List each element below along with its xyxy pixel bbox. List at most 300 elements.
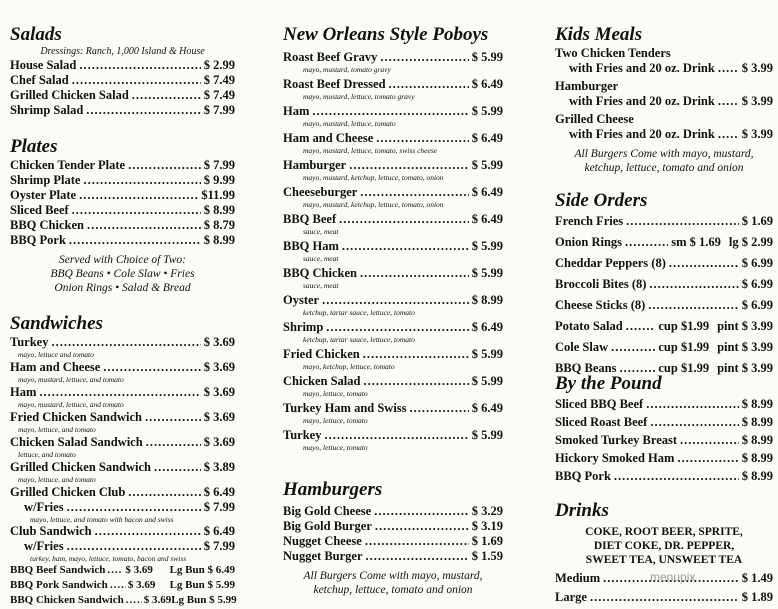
item-price: $ 3.69	[203, 435, 235, 449]
menu-item	[283, 158, 503, 182]
leader-dots	[677, 451, 738, 466]
item-row	[10, 73, 235, 88]
item-price: $ 6.49	[471, 131, 503, 145]
item-price: $ 8.99	[741, 433, 773, 447]
item-row	[283, 320, 503, 335]
menu-item	[10, 203, 235, 218]
side-orders-section	[555, 190, 773, 382]
bbq-sandwich-row	[10, 593, 235, 608]
item-row	[283, 104, 503, 119]
leader-dots	[365, 534, 469, 549]
item-name: Cole Slaw	[555, 340, 609, 354]
menu-item	[10, 88, 235, 103]
leader-dots	[376, 131, 468, 146]
item-name: BBQ Ham	[283, 239, 339, 253]
item-name: Potato Salad	[555, 319, 623, 333]
item-price: $ 5.99	[471, 428, 503, 442]
item-name: Hamburger	[283, 158, 347, 172]
item-price: $ 7.49	[203, 88, 235, 102]
item-price: $ 7.99	[203, 158, 235, 172]
drinks-section	[555, 500, 773, 609]
item-row	[10, 218, 235, 233]
item-small-price: sm $ 1.69	[671, 235, 721, 249]
item-name: Roast Beef Gravy	[283, 50, 378, 64]
section-title: Hamburgers	[283, 479, 383, 500]
item-description: mayo, lettuce, tomato	[303, 443, 368, 452]
note-line: Onion Rings • Salad & Bread	[54, 282, 191, 294]
fries-price: $ 7.99	[203, 539, 235, 553]
item-row	[10, 103, 235, 118]
item-name: Sliced Roast Beef	[555, 415, 648, 429]
item-row	[283, 374, 503, 389]
menu-item	[283, 293, 503, 317]
item-row	[10, 524, 235, 539]
item-description: ketchup, tartar sauce, lettuce, tomato	[303, 308, 415, 317]
leader-dots	[590, 590, 739, 605]
item-name: BBQ Chicken	[10, 218, 84, 232]
leader-dots	[410, 401, 469, 416]
item-price: $ 8.99	[203, 203, 235, 217]
leader-dots	[51, 335, 200, 350]
item-price: $ 8.79	[203, 218, 235, 232]
item-description: mayo, mustard, lettuce, tomato, swiss cheese	[303, 146, 438, 155]
item-row	[10, 158, 235, 173]
bbq-sandwich-row	[10, 563, 235, 578]
leader-dots	[650, 415, 738, 430]
hamburgers-section	[283, 479, 503, 597]
menu-item	[10, 460, 235, 484]
item-price: $ 1.69	[741, 214, 773, 228]
plates-section	[10, 136, 235, 295]
hamburgers-list	[283, 504, 503, 564]
item-name: Nugget Cheese	[283, 534, 362, 548]
leader-dots	[86, 103, 200, 118]
item-row	[10, 58, 235, 73]
item-name: Medium	[555, 571, 601, 585]
leader-dots	[649, 277, 738, 292]
menu-item	[283, 212, 503, 236]
item-description: mayo, mustard, ketchup, lettuce, tomato, onion	[303, 200, 444, 209]
fries-label: w/Fries	[24, 539, 64, 553]
item-name: Ham	[283, 104, 310, 118]
leader-dots	[72, 73, 201, 88]
item-row	[555, 94, 773, 109]
item-row	[10, 539, 235, 554]
item-description: sauce, meat	[303, 227, 339, 236]
item-row	[555, 127, 773, 142]
dressing-note: Dressings: Ranch, 1,000 Island & House	[40, 46, 205, 57]
item-name: BBQ Beef	[283, 212, 337, 226]
section-title: Kids Meals	[555, 24, 643, 45]
menu-item	[10, 360, 235, 384]
leader-dots	[132, 88, 201, 103]
item-name: BBQ Beans	[555, 361, 617, 375]
item-description: mayo, lettuce, and tomato	[18, 425, 96, 434]
item-name: BBQ Pork	[10, 233, 66, 247]
item-price: $ 8.99	[741, 451, 773, 465]
item-row	[10, 203, 235, 218]
leader-dots	[718, 127, 739, 142]
item-description: mayo, lettuce, and tomato with bacon and swiss	[30, 515, 174, 524]
item-price: $ 3.99	[741, 94, 773, 108]
drinks-line: DIET COKE, DR. PEPPER,	[593, 540, 735, 552]
item-row	[283, 212, 503, 227]
menu-item	[10, 485, 235, 524]
leader-dots	[680, 433, 739, 448]
item-row	[10, 460, 235, 475]
menu-item	[10, 410, 235, 434]
item-row	[10, 233, 235, 248]
leader-dots	[79, 188, 198, 203]
leader-dots	[360, 185, 468, 200]
section-title: Side Orders	[555, 190, 648, 211]
item-name: House Salad	[10, 58, 77, 72]
item-price: pint $ 3.99	[717, 319, 773, 333]
item-name: Roast Beef Dressed	[283, 77, 386, 91]
item-price: $ 7.99	[203, 103, 235, 117]
leader-dots	[39, 385, 200, 400]
item-price: $ 5.99	[471, 239, 503, 253]
item-price: $ 8.99	[741, 397, 773, 411]
item-row	[555, 469, 773, 484]
leader-dots	[380, 50, 468, 65]
leader-dots	[614, 469, 739, 484]
item-name: Chicken Salad	[283, 374, 361, 388]
kids-meal-item	[555, 46, 773, 76]
item-price: $ 9.99	[203, 173, 235, 187]
leader-dots	[718, 94, 739, 109]
item-name: Sliced Beef	[10, 203, 69, 217]
item-name: Smoked Turkey Breast	[555, 433, 678, 447]
item-description: ketchup, tartar sauce, lettuce, tomato	[303, 335, 415, 344]
item-name: Grilled Chicken Club	[10, 485, 126, 499]
hamburgers-note	[283, 569, 503, 597]
fries-price: $ 7.99	[203, 500, 235, 514]
item-row	[10, 188, 235, 203]
note-line: All Burgers Come with mayo, mustard,	[574, 148, 754, 160]
item-detail: with Fries and 20 oz. Drink	[569, 127, 715, 141]
kids-meal-item	[555, 79, 773, 109]
item-row	[555, 61, 773, 76]
menu-item	[10, 73, 235, 88]
menu-item	[555, 590, 773, 605]
item-price: $ 6.49	[203, 524, 235, 538]
item-price: $ 6.49	[471, 401, 503, 415]
item-name: BBQ Pork	[555, 469, 611, 483]
item-name: Two Chicken Tenders	[555, 46, 671, 60]
note-line: ketchup, lettuce, tomato and onion	[313, 584, 473, 596]
item-price: $ 1.49	[741, 571, 773, 585]
item-price: $ 5.99	[471, 374, 503, 388]
menu-item	[555, 397, 773, 412]
item-row	[283, 504, 503, 519]
item-name: Grilled Chicken Sandwich	[10, 460, 151, 474]
item-price: $ 6.99	[741, 277, 773, 291]
leader-dots	[375, 519, 469, 534]
leader-dots	[107, 563, 123, 578]
item-row	[555, 397, 773, 412]
item-name: Grilled Cheese	[555, 112, 634, 126]
item-row	[283, 347, 503, 362]
item-price: $ 3.29	[471, 504, 503, 518]
item-name: Turkey Ham and Swiss	[283, 401, 407, 415]
leader-dots	[87, 218, 201, 233]
item-row	[555, 590, 773, 605]
leader-dots	[154, 460, 201, 475]
item-price: $ 6.99	[741, 298, 773, 312]
leader-dots	[126, 593, 142, 608]
item-name: Nugget Burger	[283, 549, 363, 563]
menu-item	[10, 188, 235, 203]
item-row	[283, 239, 503, 254]
item-name: BBQ Beef Sandwich	[10, 564, 106, 576]
item-name: Big Gold Cheese	[283, 504, 372, 518]
side-order-row	[555, 235, 773, 250]
item-price: $ 5.99	[471, 266, 503, 280]
item-row	[10, 410, 235, 425]
leader-dots	[349, 158, 469, 173]
item-price: pint $ 3.99	[717, 340, 773, 354]
item-small-price: cup $1.99	[658, 319, 710, 333]
item-price: $ 8.99	[471, 293, 503, 307]
menu-item	[10, 335, 235, 359]
item-row	[555, 433, 773, 448]
note-line: BBQ Beans • Cole Slaw • Fries	[50, 268, 195, 280]
item-row	[283, 50, 503, 65]
item-description: mayo, mustard, tomato gravy	[303, 65, 391, 74]
item-name: Big Gold Burger	[283, 519, 372, 533]
item-price: $11.99	[201, 188, 235, 202]
item-row	[10, 485, 235, 500]
item-price: $ 6.49	[203, 485, 235, 499]
item-name: French Fries	[555, 214, 624, 228]
menu-item	[283, 77, 503, 101]
item-row	[283, 293, 503, 308]
leader-dots	[95, 524, 201, 539]
item-name: Chicken Tender Plate	[10, 158, 126, 172]
item-row	[283, 519, 503, 534]
leader-dots	[322, 293, 469, 308]
leader-dots	[366, 549, 469, 564]
leader-dots	[646, 397, 739, 412]
leader-dots	[718, 61, 739, 76]
leader-dots	[67, 500, 201, 515]
item-price: $ 3.69	[203, 410, 235, 424]
large-bun-price: Lg Bun $ 6.49	[169, 564, 235, 576]
item-description: mayo, lettuce, tomato	[303, 416, 368, 425]
menu-item	[283, 239, 503, 263]
item-price: $ 6.49	[471, 212, 503, 226]
leader-dots	[360, 266, 469, 281]
item-price: $ 2.99	[203, 58, 235, 72]
item-price: pint $ 3.99	[717, 361, 773, 375]
item-name: Onion Rings	[555, 235, 623, 249]
item-price: $ 3.89	[203, 460, 235, 474]
item-detail: with Fries and 20 oz. Drink	[569, 61, 715, 75]
menu-item	[10, 233, 235, 248]
watermark: menupix	[650, 570, 696, 584]
item-row	[10, 360, 235, 375]
item-price: $ 6.49	[471, 77, 503, 91]
item-small-price: cup $1.99	[658, 340, 710, 354]
section-title: Sandwiches	[10, 313, 103, 334]
item-name: Shrimp	[283, 320, 324, 334]
menu-item	[10, 385, 235, 409]
kids-note	[555, 147, 773, 175]
leader-dots	[103, 360, 200, 375]
item-name: Shrimp Salad	[10, 103, 84, 117]
item-name: Chef Salad	[10, 73, 69, 87]
leader-dots	[389, 77, 469, 92]
item-description: mayo, mustard, ketchup, lettuce, tomato, onion	[303, 173, 444, 182]
item-row	[10, 435, 235, 450]
menu-item	[10, 173, 235, 188]
item-price: $ 3.99	[741, 127, 773, 141]
item-name: Cheeseburger	[283, 185, 358, 199]
item-description: sauce, meat	[303, 281, 339, 290]
side-order-row	[555, 256, 773, 271]
section-title: By the Pound	[555, 373, 662, 394]
item-name: Ham and Cheese	[283, 131, 374, 145]
item-name: Cheddar Peppers (8)	[555, 256, 666, 270]
leader-dots	[669, 256, 739, 271]
menu-item	[555, 451, 773, 466]
item-row	[283, 158, 503, 173]
item-row	[10, 385, 235, 400]
salads-section	[10, 24, 235, 118]
fries-label: w/Fries	[24, 500, 64, 514]
item-name: Fried Chicken	[283, 347, 360, 361]
item-price: $ 8.99	[741, 469, 773, 483]
side-order-row	[555, 277, 773, 292]
item-row	[283, 401, 503, 416]
poboys-list	[283, 50, 503, 452]
leader-dots	[146, 435, 201, 450]
poboys-section	[283, 24, 503, 455]
item-description: mayo, lettuce, and tomato	[18, 475, 96, 484]
item-name: Cheese Sticks (8)	[555, 298, 646, 312]
item-row	[283, 549, 503, 564]
item-row	[10, 500, 235, 515]
item-name: Chicken Salad Sandwich	[10, 435, 143, 449]
item-price: $ 8.99	[203, 233, 235, 247]
item-price: $ 5.99	[471, 158, 503, 172]
section-title: Plates	[10, 136, 58, 157]
leader-dots	[626, 214, 739, 229]
item-name: Turkey	[10, 335, 49, 349]
item-name: Broccoli Bites (8)	[555, 277, 647, 291]
menu-item	[555, 415, 773, 430]
leader-dots	[324, 428, 468, 443]
item-name: BBQ Chicken Sandwich	[10, 594, 124, 606]
item-name: Club Sandwich	[10, 524, 92, 538]
kids-list	[555, 46, 773, 142]
item-description: mayo, lettuce, tomato	[303, 389, 368, 398]
item-row	[555, 451, 773, 466]
item-name: Fried Chicken Sandwich	[10, 410, 142, 424]
pound-list	[555, 397, 773, 484]
leader-dots	[128, 158, 201, 173]
item-description: mayo, ketchup, lettuce, tomato	[303, 362, 395, 371]
kids-meals-section	[555, 24, 773, 175]
note-line: ketchup, lettuce, tomato and onion	[584, 162, 744, 174]
menu-item	[10, 218, 235, 233]
item-description: mayo, mustard, lettuce, tomato gravy	[303, 92, 415, 101]
item-row	[283, 428, 503, 443]
bbq-sandwich-list	[10, 563, 235, 608]
large-bun-price: Lg Bun $ 5.99	[169, 579, 235, 591]
item-price: $ 1.59	[471, 549, 503, 563]
menu-item	[10, 103, 235, 118]
item-description: mayo, mustard, lettuce, and tomato	[18, 400, 124, 409]
menu-item	[283, 131, 503, 155]
leader-dots	[342, 239, 469, 254]
leader-dots	[625, 235, 668, 250]
drinks-list	[555, 525, 773, 567]
leader-dots	[611, 340, 655, 355]
leader-dots	[128, 485, 200, 500]
leader-dots	[363, 347, 469, 362]
item-price: $ 3.69	[203, 360, 235, 374]
section-title: Salads	[10, 24, 62, 45]
menu-item	[283, 504, 503, 519]
leader-dots	[145, 410, 201, 425]
menu-item	[555, 469, 773, 484]
menu-item	[283, 374, 503, 398]
item-price: $ 3.69	[203, 335, 235, 349]
item-name: Turkey	[283, 428, 322, 442]
item-description: lettuce, and tomato	[18, 450, 76, 459]
item-name: Hickory Smoked Ham	[555, 451, 675, 465]
leader-dots	[67, 539, 201, 554]
item-row	[10, 173, 235, 188]
item-price: lg $ 2.99	[728, 235, 773, 249]
item-name: Oyster	[283, 293, 320, 307]
menu-item	[10, 58, 235, 73]
item-row	[283, 185, 503, 200]
leader-dots	[626, 319, 656, 334]
item-price: $ 1.89	[741, 590, 773, 604]
item-small-price: cup $1.99	[658, 361, 710, 375]
item-detail: with Fries and 20 oz. Drink	[569, 94, 715, 108]
leader-dots	[83, 173, 200, 188]
drinks-line: COKE, ROOT BEER, SPRITE,	[585, 526, 743, 538]
item-price: $ 3.19	[471, 519, 503, 533]
item-price: $ 6.49	[471, 320, 503, 334]
leader-dots	[374, 504, 469, 519]
item-name: Sliced BBQ Beef	[555, 397, 644, 411]
side-order-row	[555, 298, 773, 313]
item-name: BBQ Chicken	[283, 266, 357, 280]
item-name: Shrimp Plate	[10, 173, 81, 187]
menu-item	[283, 266, 503, 290]
item-price: $ 5.99	[471, 104, 503, 118]
side-order-row	[555, 214, 773, 229]
menu-item	[10, 435, 235, 459]
item-price: $ 8.99	[741, 415, 773, 429]
item-row	[283, 77, 503, 92]
item-description: mayo, mustard, lettuce, and tomato	[18, 375, 124, 384]
menu-item	[283, 50, 503, 74]
menu-item	[283, 104, 503, 128]
side-order-row	[555, 340, 773, 355]
section-title: New Orleans Style Poboys	[283, 24, 489, 45]
leader-dots	[110, 578, 126, 593]
item-price: $ 6.49	[471, 185, 503, 199]
leader-dots	[69, 233, 201, 248]
item-name: BBQ Pork Sandwich	[10, 579, 108, 591]
item-description: mayo, lettuce and tomato	[18, 350, 94, 359]
